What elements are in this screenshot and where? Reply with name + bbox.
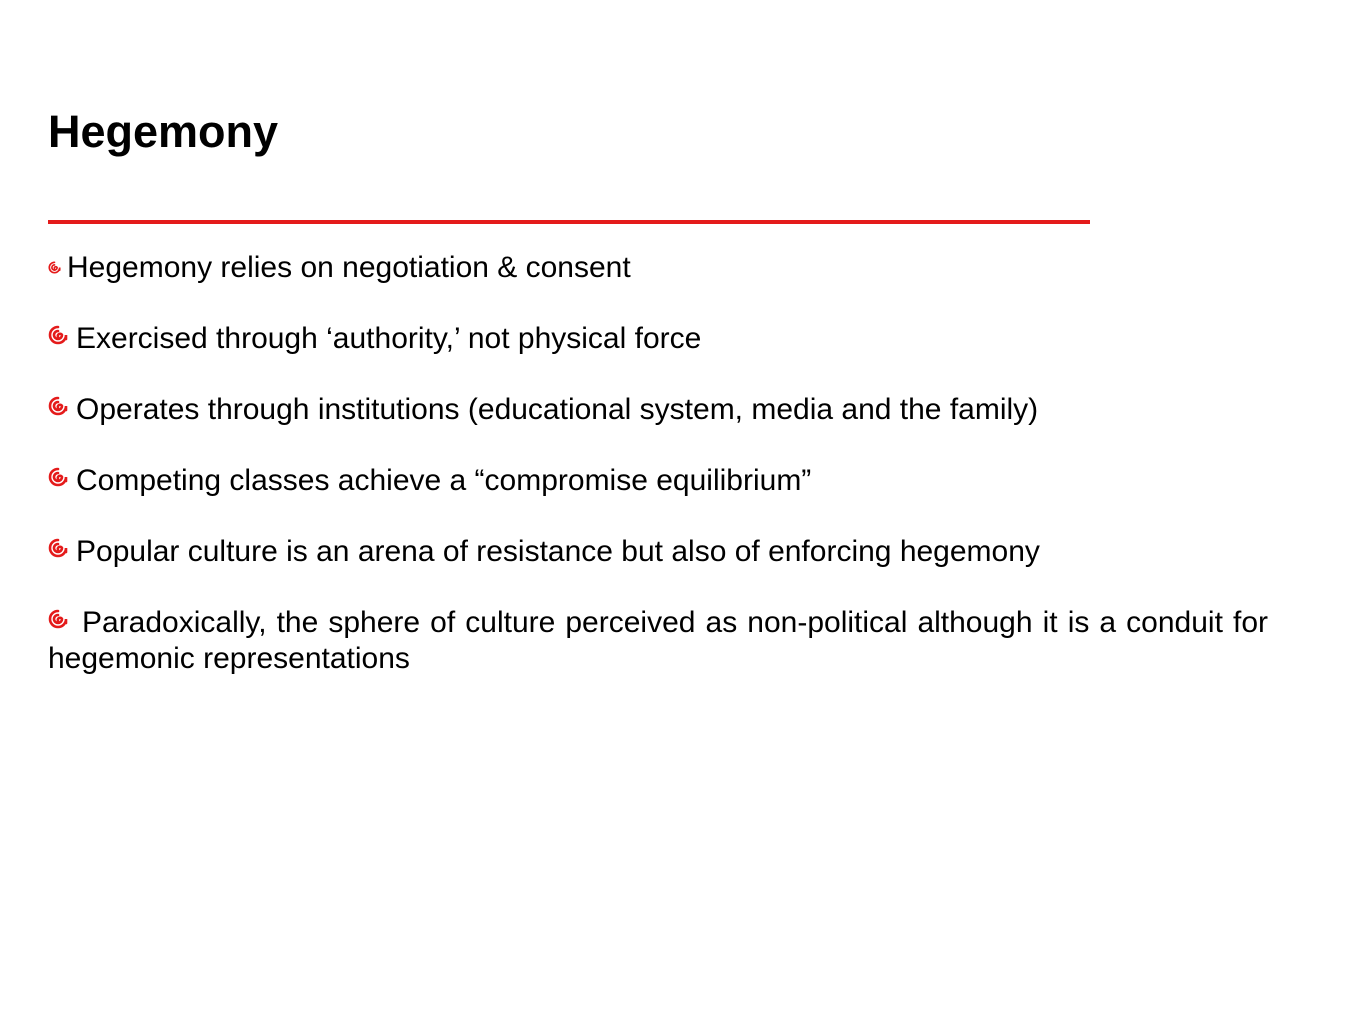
bullet-item — [48, 605, 1268, 677]
bullet-list — [48, 250, 1268, 712]
bullet-text: Competing classes achieve a “compromise equilibrium” — [76, 464, 812, 497]
bullet-text: Operates through institutions (educational system, media and the family) — [76, 393, 1039, 426]
bullet-item — [48, 534, 1268, 570]
bullet-text: Hegemony relies on negotiation & consent — [67, 251, 631, 284]
swirl-bullet-icon — [48, 261, 61, 274]
bullet-item — [48, 463, 1268, 499]
bullet-text: Popular culture is an arena of resistance but also of enforcing hegemony — [76, 535, 1040, 568]
bullet-text: Paradoxically, the sphere of culture perceived as non-political although it is a conduit for hegemonic representations — [48, 606, 1268, 675]
swirl-bullet-icon — [48, 609, 68, 629]
swirl-bullet-icon — [48, 325, 68, 345]
swirl-bullet-icon — [48, 538, 68, 558]
swirl-bullet-icon — [48, 396, 68, 416]
bullet-item — [48, 321, 1268, 357]
swirl-bullet-icon — [48, 467, 68, 487]
bullet-item — [48, 392, 1268, 428]
bullet-item — [48, 250, 1268, 286]
title-underline-divider — [48, 220, 1090, 224]
bullet-text: Exercised through ‘authority,’ not physical force — [76, 322, 702, 355]
slide-title: Hegemony — [48, 106, 279, 157]
